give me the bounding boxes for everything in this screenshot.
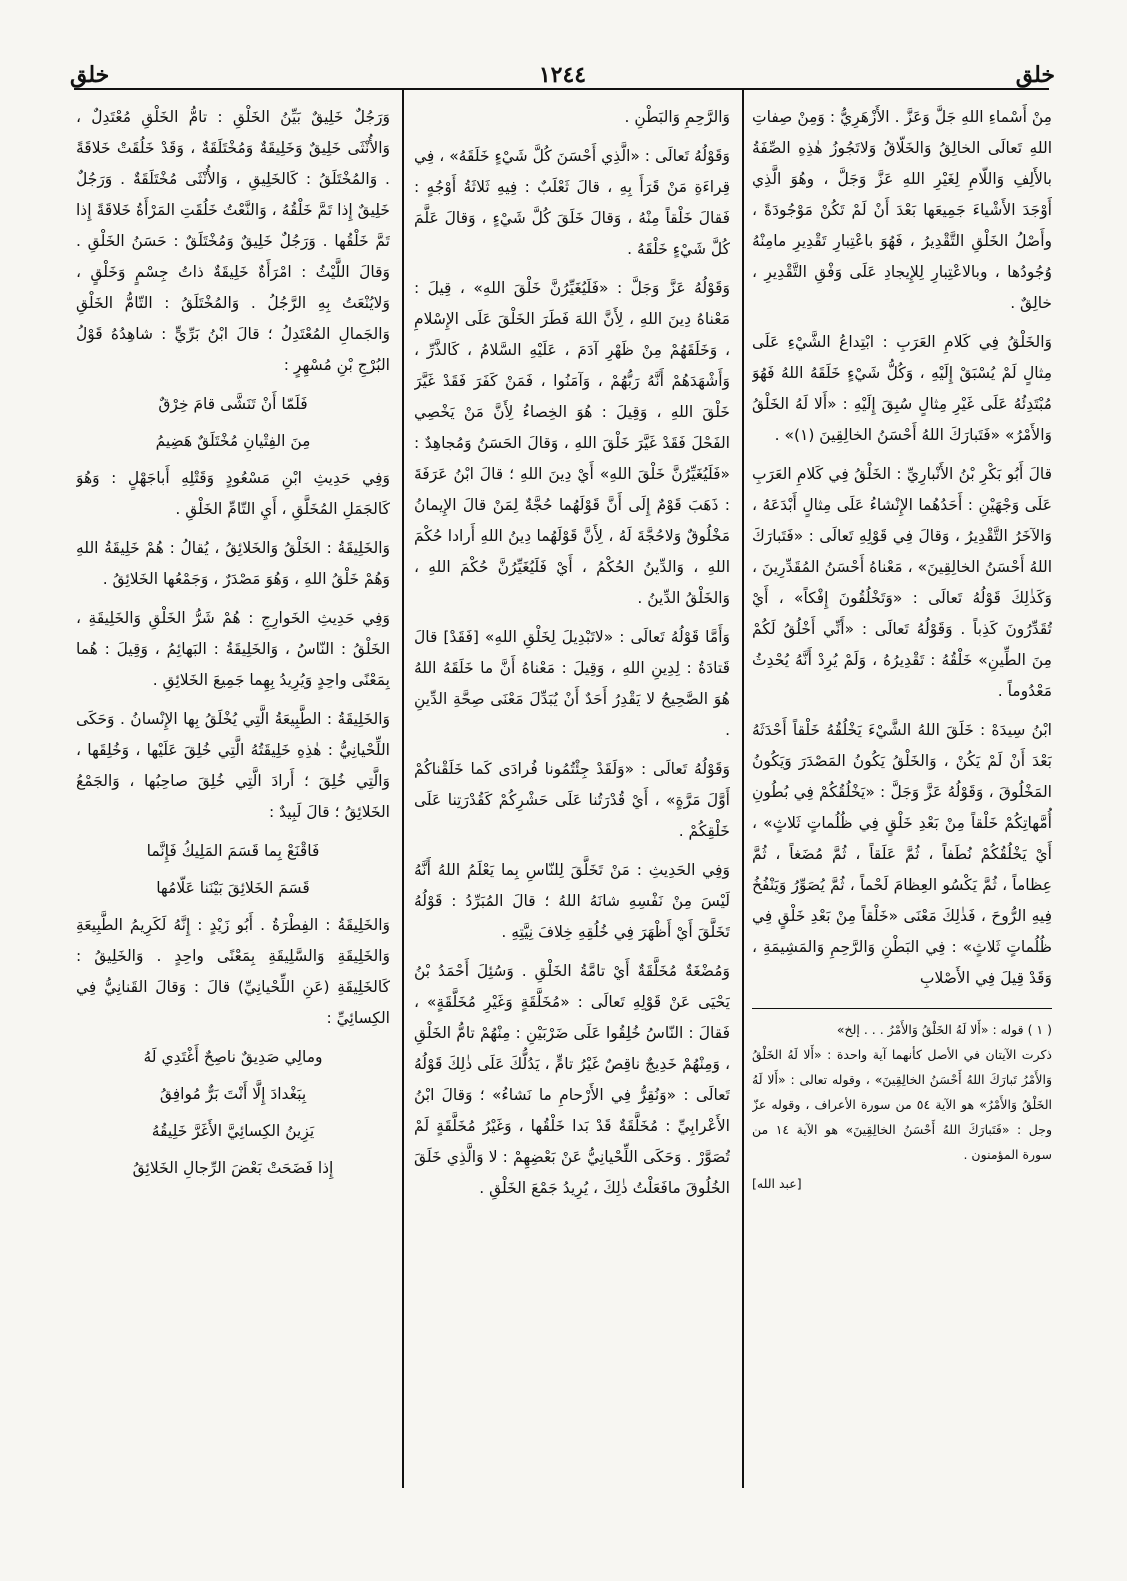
verse-line: ومالِي صَدِيقٌ ناصِحٌ أَغْتَدِي لَهُ [143,1048,323,1066]
paragraph: وَفِي حَدِيثِ الخَوارِجِ : هُمْ شَرُّ الخَلْقِ وَالخَلِيقَةِ ، الخَلْقُ : النّاسُ ، وَالخَلِيقَةُ : البَهائِمُ ، وَقِيلَ : هُما بِمَعْنًى واحِدٍ وَيُرِيدُ بِهِما جَمِيعَ الخَلائِقِ . [76,609,390,689]
paragraph: وَرَجُلٌ خَلِيقٌ بَيِّنُ الخَلْقِ : تامُّ الخَلْقِ مُعْتَدِلٌ ، وَالأُنْثَى خَلِيقٌ وَخَلِيقَةٌ وَمُخْتَلَقَةٌ ، وَقَدْ خَلُقَتْ خَلاقَةً . وَالمُخْتَلَقُ : كَالخَلِيقِ ، وَالأُنْثَى مُخْتَلَقَةٌ . وَرَجُلٌ خَلِيقٌ إِذا تَمَّ خَلْقُهُ ، وَالنَّعْتُ خَلُقَتِ المَرْأَةُ خَلاقَةً إِذا تَمَّ خَلْقُها . وَرَجُلٌ خَلِيقٌ وَمُخْتَلَقٌ : حَسَنُ الخَلْقِ . وَقالَ اللَّيْثُ : امْرَأَةٌ خَلِيقَةٌ ذاتُ جِسْمٍ وَخَلْقٍ ، وَلايُنْعَتُ بِهِ الرَّجُلُ . وَالمُخْتَلَقُ : التّامُّ الخَلْقِ وَالجَمالِ المُعْتَدِلُ ؛ قالَ ابْنُ بَرِّيٍّ : شاهِدُهُ قَوْلُ البُرْجِ بْنِ مُسْهِرٍ : [76,108,390,374]
footnote-heading: ( ١ ) قوله : «أَلا لَهُ الخَلْقُ وَالأَمْرُ . . . إلخ» [836,1022,1052,1037]
column-middle [414,102,730,1477]
paragraph: قالَ أَبُو بَكْرِ بْنُ الأَنْبارِيِّ : الخَلْقُ فِي كَلامِ العَرَبِ عَلَى وَجْهَيْنِ : أَحَدُهُما الإِنْشاءُ عَلَى مِثالٍ أَبْدَعَهُ ، وَالآخَرُ التَّقْدِيرُ ، وَقالَ فِي قَوْلِهِ تَعالَى : «فَتَبارَكَ اللهُ أَحْسَنُ الخالِقِينَ» ، مَعْناهُ أَحْسَنُ المُقَدِّرِينَ ، وَكَذٰلِكَ قَوْلُهُ تَعالَى : «وَتَخْلُقُونَ إِفْكاً» ، أَيْ تُقَدِّرُونَ كَذِباً . وَقَوْلُهُ تَعالَى : «أَنِّي أَخْلُقُ لَكُمْ مِنَ الطِّينِ» خَلْقُهُ : تَقْدِيرُهُ ، وَلَمْ يُرِدْ أَنَّهُ يُحْدِثُ مَعْدُوماً . [752,465,1052,700]
paragraph: وَالخَلِيقَةُ : الفِطْرَةُ . أَبُو زَيْدٍ : إِنَّهُ لَكَرِيمُ الطَّبِيعَةِ وَالخَلِيقَةِ وَالسَّلِيقَةِ بِمَعْنًى واحِدٍ . وَالخَلِيقُ : كَالخَلِيقَةِ (عَنِ اللِّحْيانِيِّ) قالَ : وَقالَ القَنانِيُّ فِي الكِسائِيِّ : [76,916,390,1027]
paragraph: وَالرَّحِمِ وَالبَطْنِ . [624,108,730,126]
column-divider-left [402,88,404,1488]
header-left-word: خلق [70,62,110,88]
header-rule [74,88,1049,90]
verse-line: فَاقْنَعْ بِما قَسَمَ المَلِيكُ فَإِنَّما [146,842,320,860]
paragraph: وَقَوْلُهُ تَعالَى : «وَلَقَدْ جِئْتُمُونا فُرادَى كَما خَلَقْناكُمْ أَوَّلَ مَرَّةٍ» ، أَيْ قُدْرَتُنا عَلَى حَشْرِكُمْ كَقُدْرَتِنا عَلَى خَلْقِكُمْ . [414,760,730,840]
paragraph: ابْنُ سِيدَهْ : خَلَقَ اللهُ الشَّيْءَ يَخْلُقُهُ خَلْقاً أَحْدَثَهُ بَعْدَ أَنْ لَمْ يَكُنْ ، وَالخَلْقُ يَكُونُ المَصْدَرَ وَيَكُونُ المَخْلُوقَ ، وَقَوْلُهُ عَزَّ وَجَلَّ : «يَخْلُقُكُمْ فِي بُطُونِ أُمَّهاتِكُمْ خَلْقاً مِنْ بَعْدِ خَلْقٍ فِي ظُلُماتٍ ثَلاثٍ» ، أَيْ يَخْلُقُكُمْ نُطَفاً ، ثُمَّ عَلَقاً ، ثُمَّ مُضَغاً ، ثُمَّ عِظاماً ، ثُمَّ يَكْسُو العِظامَ لَحْماً ، ثُمَّ يُصَوِّرُ وَيَنْفُخُ فِيهِ الرُّوحَ ، فَذٰلِكَ مَعْنَى «خَلْقاً مِنْ بَعْدِ خَلْقٍ فِي ظُلُماتٍ ثَلاثٍ» : فِي البَطْنِ وَالرَّحِمِ وَالمَشِيمَةِ ، وَقَدْ قِيلَ فِي الأَصْلابِ [752,721,1052,987]
verse-line: بِبَغْدادَ إِلَّا أَنْتَ بَرٌّ مُوافِقُ [159,1085,307,1103]
paragraph: وَفِي الحَدِيثِ : مَنْ تَخَلَّقَ لِلنّاسِ بِما يَعْلَمُ اللهُ أَنَّهُ لَيْسَ مِنْ نَفْسِهِ شانَهُ اللهُ ؛ قالَ المُبَرِّدُ : قَوْلُهُ تَخَلَّقَ أَيْ أَظْهَرَ فِي خُلُقِهِ خِلافَ نِيَّتِهِ . [414,861,730,941]
verse-line: يَزِينُ الكِسائِيَّ الأَغَرَّ خَلِيقُهُ [151,1122,315,1140]
page-number: ١٢٤٤ [538,62,587,88]
paragraph: وَأَمَّا قَوْلُهُ تَعالَى : «لاتَبْدِيلَ لِخَلْقِ اللهِ» [فَقَدْ] قالَ قَتادَةُ : لِدِينِ اللهِ ، وَقِيلَ : مَعْناهُ أَنَّ ما خَلَقَهُ اللهُ هُوَ الصَّحِيحُ لا يَقْدِرُ أَحَدٌ أَنْ يُبَدِّلَ مَعْنَى صِحَّةِ الدِّينِ . [414,628,730,739]
verse-line: فَلَمّا أَنْ تَنَشَّى قامَ خِرْقٌ [158,395,308,413]
paragraph: وَفِي حَدِيثِ ابْنِ مَسْعُودٍ وَقَتْلِهِ أَباجَهْلٍ : وَهُوَ كَالجَمَلِ المُخَلَّقِ ، أَيِ التّامِّ الخَلْقِ . [76,469,390,518]
header-right-word: خلق [1015,62,1055,88]
paragraph: وَالخَلْقُ فِي كَلامِ العَرَبِ : ابْتِداعُ الشَّيْءِ عَلَى مِثالٍ لَمْ يُسْبَقْ إِلَيْهِ ، وَكُلُّ شَيْءٍ خَلَقَهُ اللهُ فَهُوَ مُبْتَدِئُهُ عَلَى غَيْرِ مِثالٍ سُبِقَ إِلَيْهِ : «أَلا لَهُ الخَلْقُ وَالأَمْرُ» «فَتَبارَكَ اللهُ أَحْسَنُ الخالِقِينَ (١)» . [752,333,1052,444]
verse-line: إِذا فَضَحَتْ بَعْضَ الرِّجالِ الخَلائِقُ [132,1159,334,1177]
footnote-text: ذكرت الآيتان في الأصل كأنهما آية واحدة : «أَلا لَهُ الخَلْقُ وَالأَمْرُ تَبارَكَ اللهُ أَحْسَنُ الخالِقِينَ» ، وقوله تعالى : «أَلا لَهُ الخَلْقُ وَالأَمْرُ» هو الآية ٥٤ من سورة الأعراف ، وقوله عزّ وجل : «فَتَبارَكَ اللهُ أَحْسَنُ الخالِقِينَ» هو الآية ١٤ من سورة المؤمنون . [752,1047,1052,1162]
verse-line: مِنَ الفِتْيانِ مُخْتَلَقٌ هَضِيمُ [155,432,311,450]
column-right [752,102,1052,1477]
footnotes [752,1008,1052,1196]
verse-line: قَسَمَ الخَلائِقَ بَيْنَنا عَلّامُها [156,879,310,897]
paragraph: وَقَوْلُهُ تَعالَى : «الَّذِي أَحْسَنَ كُلَّ شَيْءٍ خَلَقَهُ» ، فِي قِراءَةِ مَنْ قَرَأَ بِهِ ، قالَ ثَعْلَبٌ : فِيهِ ثَلاثَةُ أَوْجُهٍ : فَقالَ خَلْقاً مِنْهُ ، وَقالَ خَلَقَ كُلَّ شَيْءٍ ، وَقالَ عَلَّمَ كُلَّ شَيْءٍ خَلْقَهُ . [414,147,730,258]
column-left [76,102,390,1477]
paragraph: وَالخَلِيقَةُ : الخَلْقُ وَالخَلائِقُ ، يُقالُ : هُمْ خَلِيقَةُ اللهِ وَهُمْ خَلْقُ اللهِ ، وَهُوَ مَصْدَرٌ ، وَجَمْعُها الخَلائِقُ . [76,539,390,588]
paragraph: وَمُضْغَةٌ مُخَلَّقَةٌ أَيْ تامَّةُ الخَلْقِ . وَسُئِلَ أَحْمَدُ بْنُ يَحْيَى عَنْ قَوْلِهِ تَعالَى : «مُخَلَّقَةٍ وَغَيْرِ مُخَلَّقَةٍ» ، فَقالَ : النّاسُ خُلِقُوا عَلَى ضَرْبَيْنِ : مِنْهُمْ تامُّ الخَلْقِ ، وَمِنْهُمْ خَدِيجٌ ناقِصٌ غَيْرُ تامٍّ ، يَدُلُّكَ عَلَى ذٰلِكَ قَوْلُهُ تَعالَى : «وَنُقِرُّ فِي الأَرْحامِ ما نَشاءُ» ؛ وَقالَ ابْنُ الأَعْرابِيِّ : مُخَلَّقَةٌ قَدْ بَدا خَلْقُها ، وَغَيْرُ مُخَلَّقَةٍ لَمْ تُصَوَّرْ . وَحَكَى اللِّحْيانِيُّ عَنْ بَعْضِهِمْ : لا وَالَّذِي خَلَقَ الخُلُوقَ مافَعَلْتُ ذٰلِكَ ، يُرِيدُ جَمْعَ الخَلْقِ . [414,962,730,1197]
paragraph: وَالخَلِيقَةُ : الطَّبِيعَةُ الَّتِي يُخْلَقُ بِها الإِنْسانُ . وَحَكَى اللِّحْيانِيُّ : هٰذِهِ خَلِيقَتُهُ الَّتِي خُلِقَ عَلَيْها ، وَخُلِقَها ، وَالَّتِي خُلِقَ ؛ أَرادَ الَّتِي خُلِقَ صاحِبُها ، وَالجَمْعُ الخَلائِقُ ؛ قالَ لَبِيدٌ : [76,710,390,821]
paragraph: مِنْ أَسْماءِ اللهِ جَلَّ وَعَزَّ . الأَزْهَرِيُّ : وَمِنْ صِفاتِ اللهِ تَعالَى الخالِقُ وَالخَلّاقُ وَلاتَجُوزُ هٰذِهِ الصِّفَةُ بالأَلِفِ وَاللّامِ لِغَيْرِ اللهِ عَزَّ وَجَلَّ ، وهُوَ الَّذِي أَوْجَدَ الأَشْياءَ جَمِيعَها بَعْدَ أَنْ لَمْ تَكُنْ مَوْجُودَةً ، وأَصْلُ الخَلْقِ التَّقْدِيرُ ، فَهُوَ باعْتِبارِ تَقْدِيرِ مامِنْهُ وُجُودُها ، وبالاعْتِبارِ لِلإِيجادِ عَلَى وَفْقِ التَّقْدِيرِ ، خالِقٌ . [752,108,1052,312]
column-divider-right [742,88,744,1488]
paragraph: وَقَوْلُهُ عَزَّ وَجَلَّ : «فَلَيُغَيِّرُنَّ خَلْقَ اللهِ» ، قِيلَ : مَعْناهُ دِينَ اللهِ ، لِأَنَّ اللهَ فَطَرَ الخَلْقَ عَلَى الإِسْلامِ ، وَخَلَقَهُمْ مِنْ ظَهْرِ آدَمَ ، عَلَيْهِ السَّلامُ ، كَالذَّرِّ ، وَأَشْهَدَهُمْ أَنَّهُ رَبُّهُمْ ، وَآمَنُوا ، فَمَنْ كَفَرَ فَقَدْ غَيَّرَ خَلْقَ اللهِ ، وَقِيلَ : هُوَ الخِصاءُ لِأَنَّ مَنْ يَخْصِي الفَحْلَ فَقَدْ غَيَّرَ خَلْقَ اللهِ ، وَقالَ الحَسَنُ وَمُجاهِدٌ : «فَلَيُغَيِّرُنَّ خَلْقَ اللهِ» أَيْ دِينَ اللهِ ؛ قالَ ابْنُ عَرَفَةَ : ذَهَبَ قَوْمٌ إِلَى أَنَّ قَوْلَهُما حُجَّةٌ لِمَنْ قالَ الإِيمانُ مَخْلُوقٌ وَلاحُجَّةَ لَهُ ، لِأَنَّ قَوْلَهُما دِينُ اللهِ أَرادا حُكْمَ اللهِ ، وَالدِّينُ الحُكْمُ ، أَيْ فَلَيُغَيِّرُنَّ حُكْمَ اللهِ ، وَالخَلْقُ الدِّينُ . [414,279,730,607]
footnote-signature: [عبد الله] [752,1176,802,1191]
